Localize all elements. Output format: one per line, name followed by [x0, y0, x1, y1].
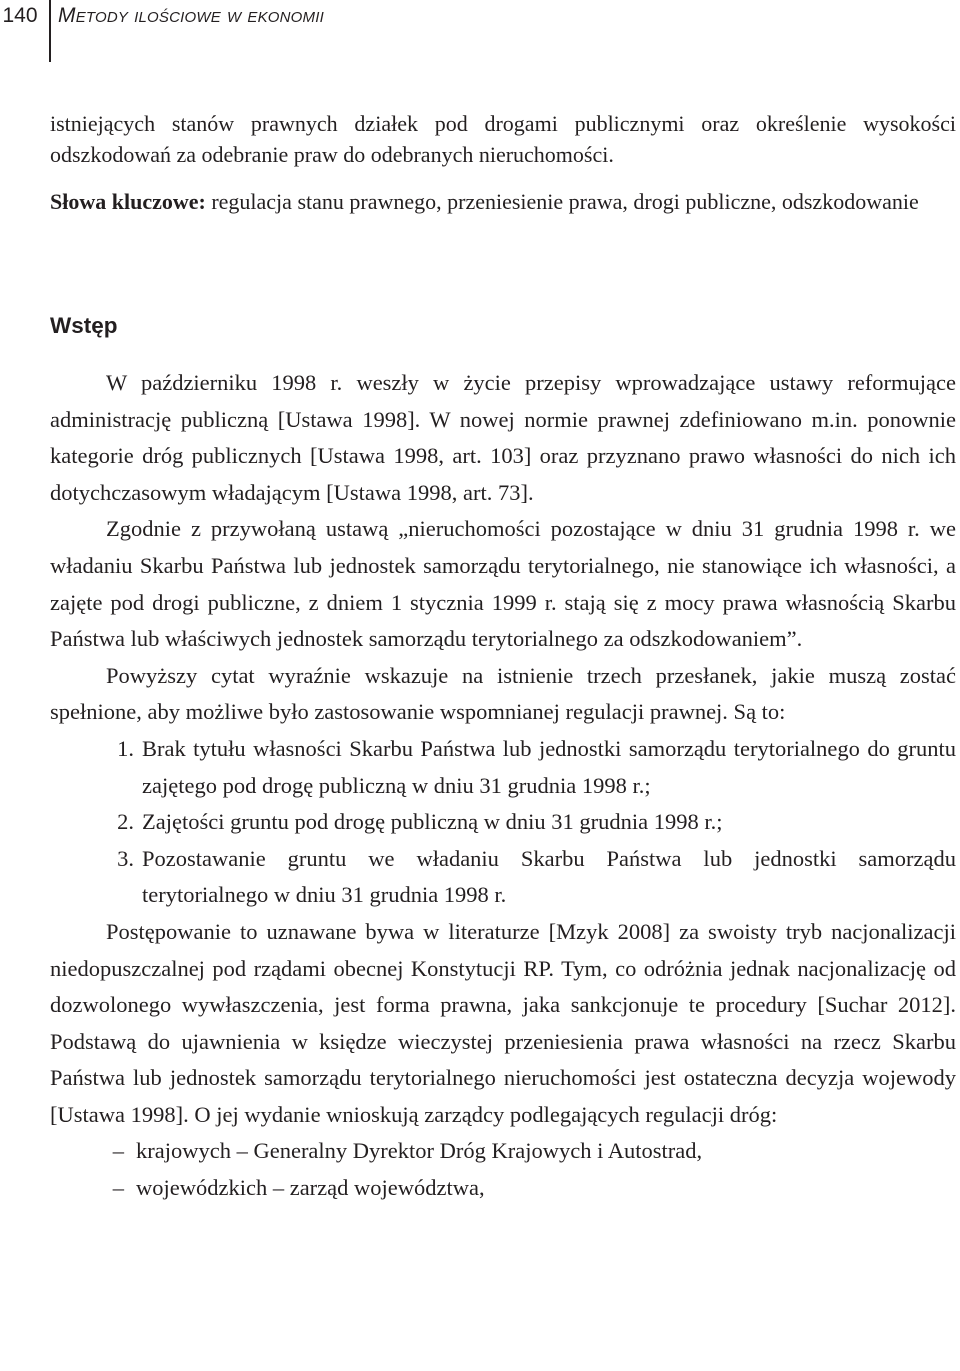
list-text: krajowych – Generalny Dyrektor Dróg Krajowych i Autostrad,: [136, 1138, 703, 1164]
paragraph-2: Zgodnie z przywołaną ustawą „nieruchomości pozostające w dniu 31 grudnia 1998 r. we władaniu Skarbu Państwa lub jednostek samorządu terytorialnego, nie stanowiące ich własności, a zajęte pod drogi publiczne, z dniem 1 stycznia 1999 r. stają się z mocy prawa własnością Skarbu Państwa lub właściwych jednostek samorządu terytorialnego za odszkodowaniem”.: [50, 516, 956, 652]
paragraph-4: Postępowanie to uznawane bywa w literaturze [Mzyk 2008] za swoisty tryb nacjonalizacji niedopuszczalnej pod rządami obecnej Konstytucji RP. Tym, co odróżnia jednak nacjonalizację od dozwolonego wywłaszczenia, jest forma prawna, jaka sankcjonuje te procedury [Suchar 2012]. Podstawą do ujawnienia w księdze wieczystej przeniesienia prawa własności na rzecz Skarbu Państwa lub jednostek samorządu terytorialnego nieruchomości jest ostateczna decyzja wojewody [Ustawa 1998]. O jej wydanie wnioskują zarządcy podlegających regulacji dróg:: [50, 918, 956, 1127]
running-header: [0, 0, 960, 62]
list-text: Brak tytułu własności Skarbu Państwa lub jednostki samorządu terytorialnego do gruntu zajętego pod drogę publiczną w dniu 31 grudnia 1998 r.;: [142, 735, 956, 798]
list-item: [50, 1133, 956, 1170]
list-text: Pozostawanie gruntu we władaniu Skarbu Państwa lub jednostki samorządu terytorialnego w dniu 31 grudnia 1998 r.: [142, 845, 956, 908]
paragraph-1: W październiku 1998 r. weszły w życie przepisy wprowadzające ustawy reformujące administrację publiczną [Ustawa 1998]. W nowej normie prawnej zdefiniowano m.in. ponownie kategorie dróg publicznych [Ustawa 1998, art. 103] oraz przyznano prawo własności do nich ich dotychczasowym władającym [Ustawa 1998, art. 73].: [50, 370, 956, 505]
list-dash: –: [112, 1138, 124, 1164]
keywords-label: Słowa kluczowe:: [50, 189, 206, 214]
paragraph-3: Powyższy cytat wyraźnie wskazuje na istnienie trzech przesłanek, jakie muszą zostać spełnione, aby możliwe było zastosowanie wspomnianej regulacji prawnej. Są to:: [50, 662, 956, 725]
list-number: 1.: [117, 735, 134, 761]
list-item: [50, 804, 956, 841]
page-body: [50, 108, 956, 1207]
list-text: wojewódzkich – zarząd województwa,: [136, 1175, 485, 1201]
running-title: Metody ilościowe w ekonomii: [58, 4, 324, 27]
list-number: 2.: [117, 809, 134, 835]
page-number: 140: [2, 4, 38, 27]
road-managers-list: [50, 1133, 956, 1206]
list-item: [50, 1170, 956, 1207]
header-divider: [49, 0, 51, 62]
keywords: [50, 186, 956, 217]
list-dash: –: [112, 1175, 124, 1201]
list-text: Zajętości gruntu pod drogę publiczną w dniu 31 grudnia 1998 r.;: [142, 809, 723, 835]
list-item: [50, 731, 956, 804]
conditions-list: [50, 731, 956, 914]
list-item: [50, 841, 956, 914]
list-number: 3.: [117, 845, 134, 871]
section-title: Wstęp: [50, 313, 118, 338]
abstract-tail: istniejących stanów prawnych działek pod drogami publicznymi oraz określenie wysokości odszkodowań za odebranie praw do odebranych nieruchomości.: [50, 111, 956, 167]
keywords-text: regulacja stanu prawnego, przeniesienie prawa, drogi publiczne, odszkodowanie: [205, 189, 919, 214]
